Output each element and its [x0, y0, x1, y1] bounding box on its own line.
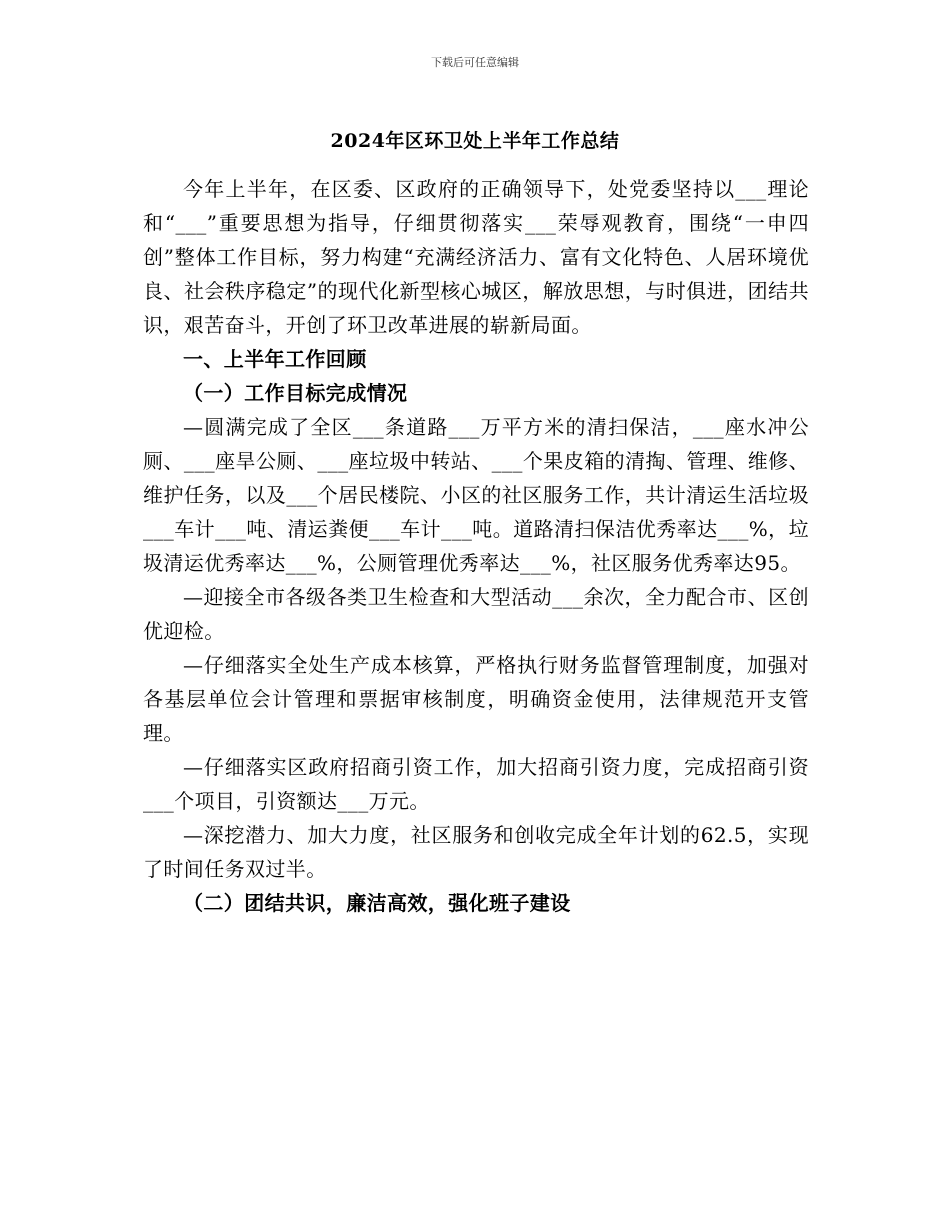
- intro-paragraph: 今年上半年，在区委、区政府的正确领导下，处党委坚持以___理论和“___”重要思想为指导，仔细贯彻落实___荣辱观教育，围绕“一申四创”整体工作目标，努力构建“充满经济活力、富有文化特色、人居环境优良、社会秩序稳定”的现代化新型核心城区，解放思想，与时俱进，团结共识，艰苦奋斗，开创了环卫改革进展的崭新局面。: [143, 177, 809, 337]
- list-item: —仔细落实区政府招商引资工作，加大招商引资力度，完成招商引资___个项目，引资额达___万元。: [143, 755, 809, 813]
- subsection-heading-team: （二）团结共识，廉洁高效，强化班子建设: [183, 891, 571, 915]
- header-note: 下载后可任意编辑: [431, 56, 519, 69]
- list-item: —迎接全市各级各类卫生检查和大型活动___余次，全力配合市、区创优迎检。: [143, 585, 809, 643]
- subsection-heading-goals: （一）工作目标完成情况: [183, 381, 408, 405]
- list-item: —圆满完成了全区___条道路___万平方米的清扫保洁，___座水冲公厕、___座旱公厕、___座垃圾中转站、___个果皮箱的清掏、管理、维修、维护任务，以及___个居民楼院、小区的社区服务工作，共计清运生活垃圾___车计___吨、清运粪便___车计___吨。道路清扫保洁优秀率达___%，垃圾清运优秀率达___%，公厕管理优秀率达___%，社区服务优秀率达95。: [143, 415, 809, 575]
- section-heading-review: 一、上半年工作回顾: [183, 347, 367, 371]
- list-item: —仔细落实全处生产成本核算，严格执行财务监督管理制度，加强对各基层单位会计管理和票据审核制度，明确资金使用，法律规范开支管理。: [143, 653, 809, 745]
- document-title: 2024年区环卫处上半年工作总结: [330, 130, 620, 152]
- document-body: [143, 172, 809, 920]
- list-item: —深挖潜力、加大力度，社区服务和创收完成全年计划的62.5，实现了时间任务双过半。: [143, 823, 809, 881]
